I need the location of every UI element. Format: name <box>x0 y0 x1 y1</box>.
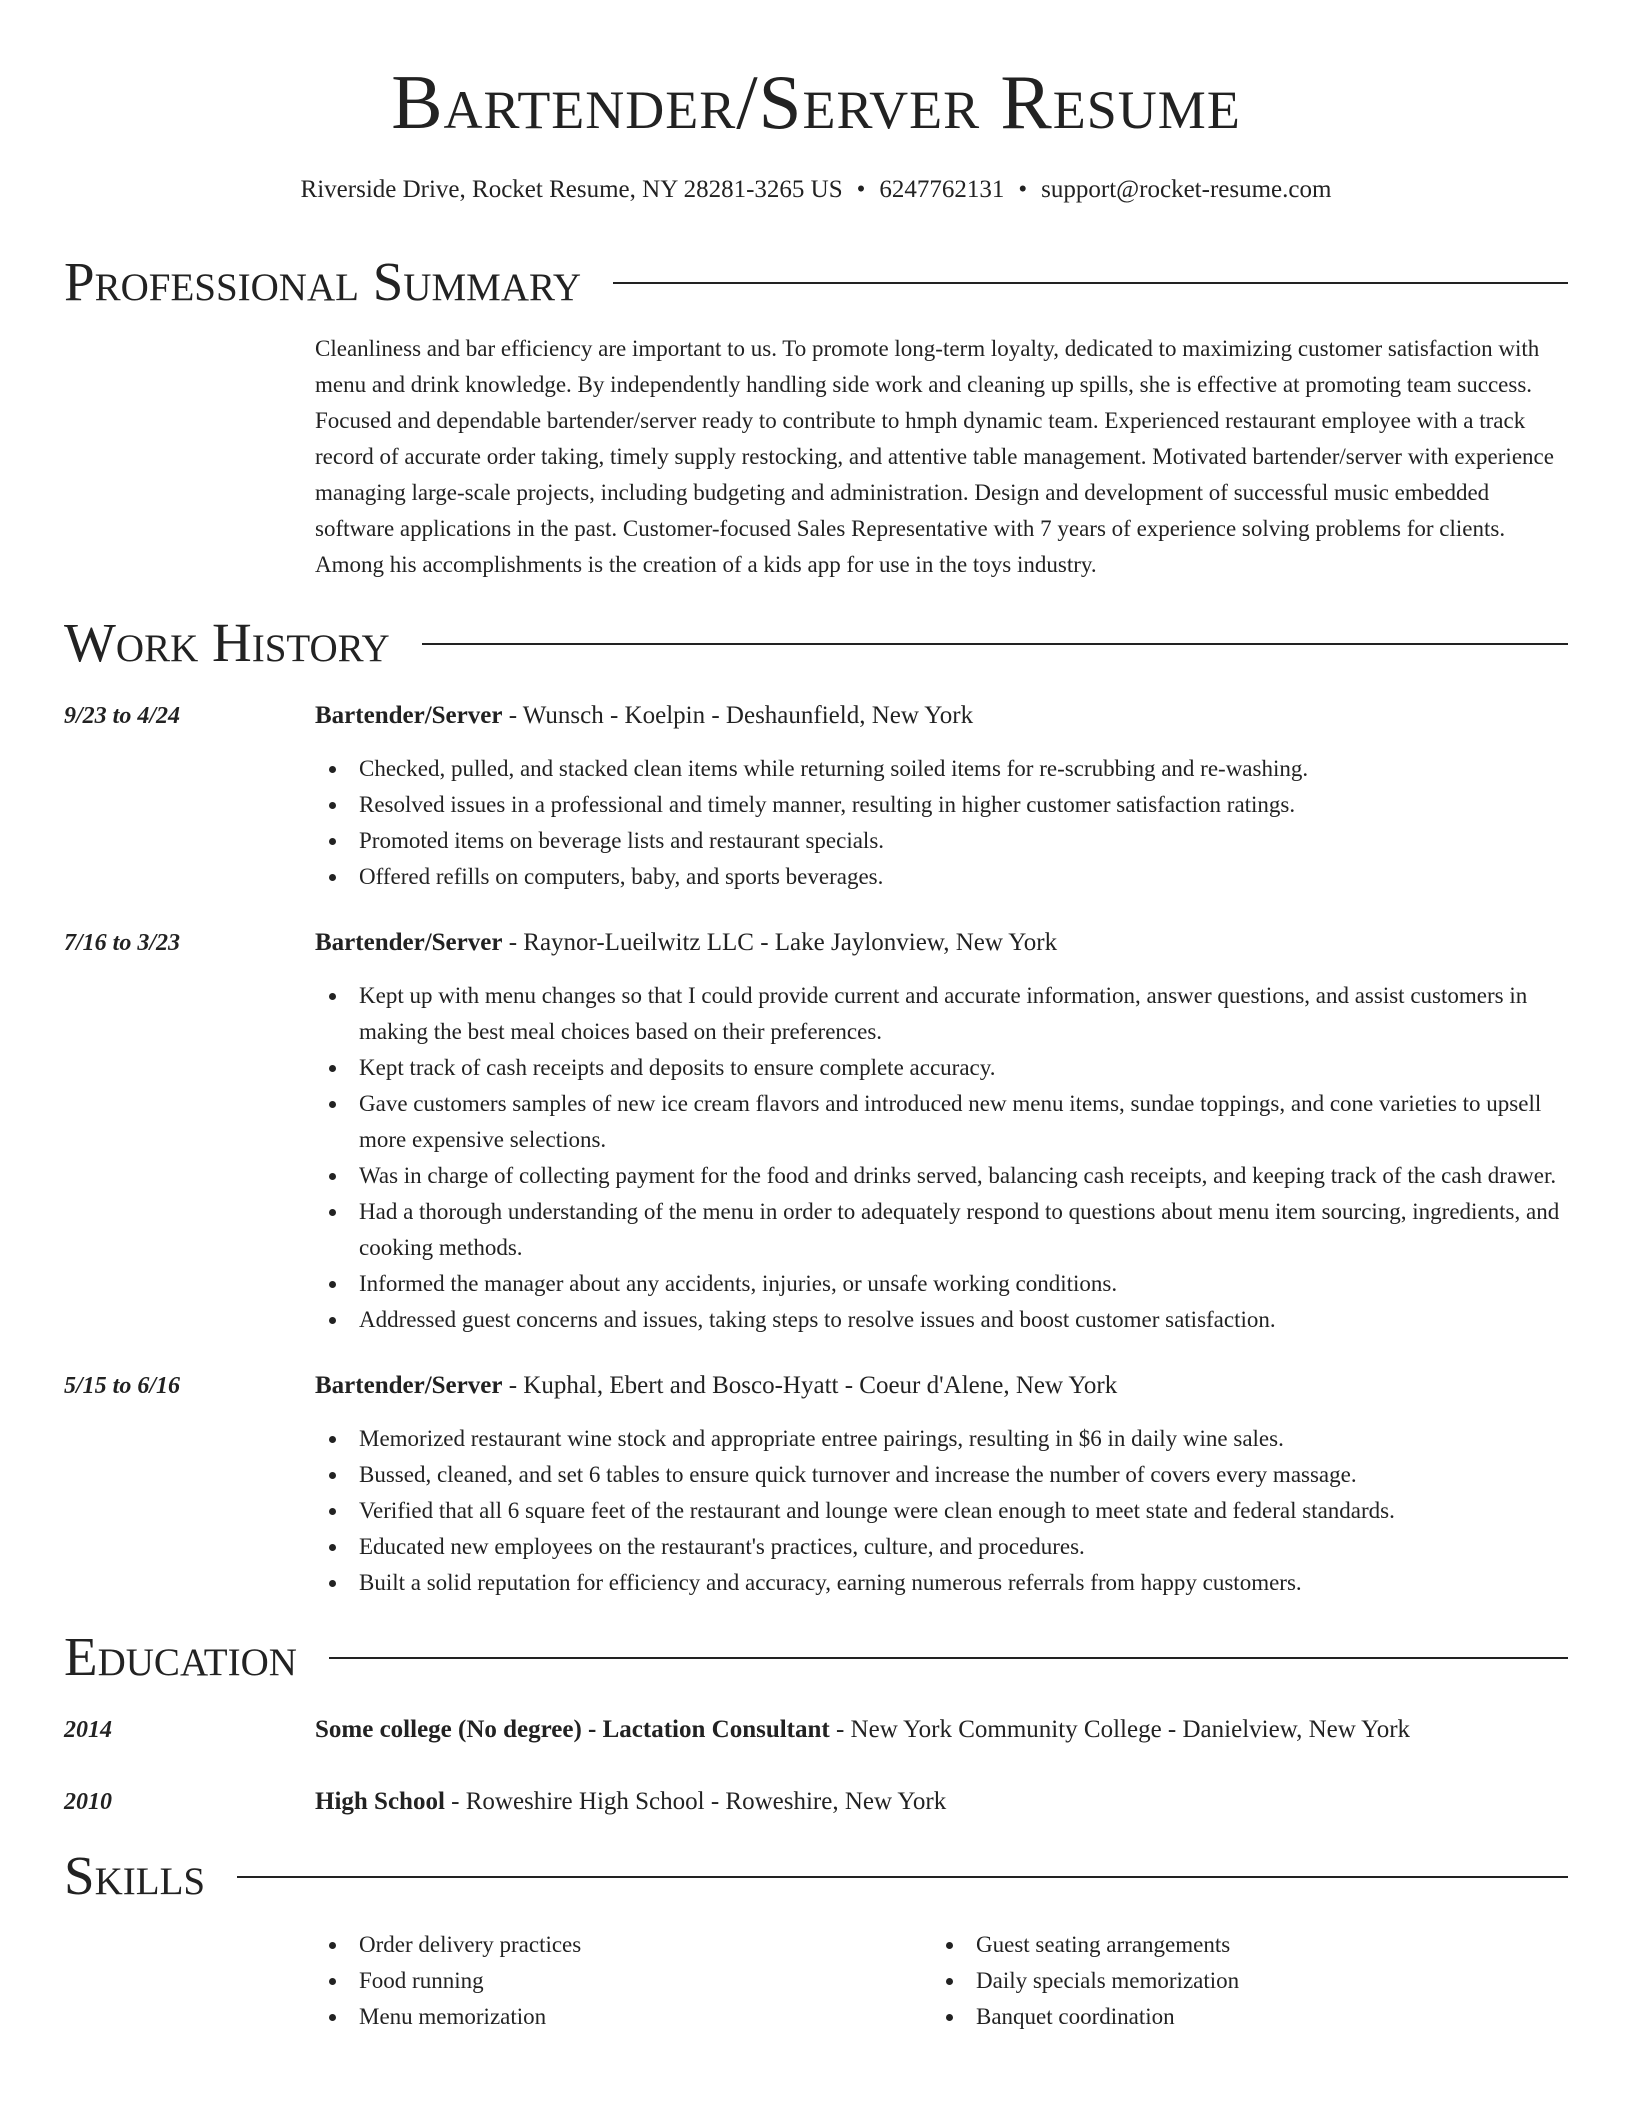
work-dates: 9/23 to 4/24 <box>64 703 181 729</box>
education-line <box>315 1712 1568 1748</box>
list-item: Resolved issues in a professional and timely manner, resulting in higher customer satisfaction ratings. <box>315 787 1568 823</box>
list-item: Addressed guest concerns and issues, taking steps to resolve issues and boost customer satisfaction. <box>315 1302 1568 1338</box>
skills-section-header <box>64 1845 1568 1906</box>
work-section-title: Work History <box>64 612 390 673</box>
job-details: - Raynor-Lueilwitz LLC - Lake Jaylonview, New York <box>502 929 1058 956</box>
summary-section-header <box>64 251 1568 312</box>
job-details: - Kuphal, Ebert and Bosco-Hyatt - Coeur d'Alene, New York <box>502 1372 1118 1399</box>
skill-item: Menu memorization <box>315 1999 932 2035</box>
work-title-line <box>315 1368 1568 1404</box>
education-section-title: Education <box>64 1626 297 1687</box>
education-section-header <box>64 1626 1568 1687</box>
list-item: Educated new employees on the restaurant's practices, culture, and procedures. <box>315 1529 1568 1565</box>
job-title: Bartender/Server <box>315 1372 503 1399</box>
section-divider <box>422 643 1568 645</box>
contact-line <box>64 176 1568 204</box>
list-item: Promoted items on beverage lists and restaurant specials. <box>315 823 1568 859</box>
section-divider <box>237 1876 1568 1878</box>
education-details: - Roweshire High School - Roweshire, New York <box>444 1788 947 1815</box>
resume-page <box>64 0 1568 2035</box>
education-entry <box>64 1712 1568 1748</box>
summary-text: Cleanliness and bar efficiency are important to us. To promote long-term loyalty, dedicated to maximizing customer satisfaction with menu and drink knowledge. By independently handling side work and cleaning up spills, she is effective at promoting team success. Focused and dependable bartender/server ready to contribute to hmph dynamic team. Experienced restaurant employee with a track record of accurate order taking, timely supply restocking, and attentive table management. Motivated bartender/server with experience managing large-scale projects, including budgeting and administration. Design and development of successful music embedded software applications in the past. Customer-focused Sales Representative with 7 years of experience solving problems for clients. Among his accomplishments is the creation of a kids app for use in the toys industry. <box>315 336 1554 577</box>
education-year: 2010 <box>64 1789 112 1815</box>
work-title-line <box>315 925 1568 961</box>
work-entry <box>64 925 1568 1338</box>
education-entry <box>64 1784 1568 1820</box>
education-line <box>315 1784 1568 1820</box>
list-item: Verified that all 6 square feet of the restaurant and lounge were clean enough to meet state and federal standards. <box>315 1493 1568 1529</box>
skills-list <box>315 1927 1568 2035</box>
education-year: 2014 <box>64 1717 112 1743</box>
work-title-line <box>315 698 1568 734</box>
section-divider <box>329 1657 1568 1659</box>
work-dates: 5/15 to 6/16 <box>64 1373 181 1399</box>
contact-separator: • <box>856 176 866 203</box>
list-item: Memorized restaurant wine stock and appropriate entree pairings, resulting in $6 in daily wine sales. <box>315 1421 1568 1457</box>
work-entry-body <box>315 698 1568 895</box>
list-item: Offered refills on computers, baby, and sports beverages. <box>315 859 1568 895</box>
work-entry <box>64 1368 1568 1601</box>
job-title: Bartender/Server <box>315 702 503 729</box>
section-divider <box>613 282 1568 284</box>
job-details: - Wunsch - Koelpin - Deshaunfield, New York <box>502 702 974 729</box>
work-section-header <box>64 612 1568 673</box>
skill-item: Daily specials memorization <box>932 1963 1549 1999</box>
list-item: Kept track of cash receipts and deposits to ensure complete accuracy. <box>315 1050 1568 1086</box>
work-bullets <box>315 978 1568 1338</box>
education-details: - New York Community College - Danielview, New York <box>829 1716 1411 1743</box>
list-item: Kept up with menu changes so that I could provide current and accurate information, answer questions, and assist customers in making the best meal choices based on their preferences. <box>315 978 1568 1050</box>
work-bullets <box>315 751 1568 895</box>
skills-column-left <box>315 1927 932 2035</box>
resume-title: Bartender/Server Resume <box>391 59 1241 145</box>
contact-address: Riverside Drive, Rocket Resume, NY 28281-3265 US <box>300 176 843 203</box>
work-entry-body <box>315 1368 1568 1601</box>
list-item: Informed the manager about any accidents, injuries, or unsafe working conditions. <box>315 1266 1568 1302</box>
list-item: Gave customers samples of new ice cream flavors and introduced new menu items, sundae toppings, and cone varieties to upsell more expensive selections. <box>315 1086 1568 1158</box>
work-bullets <box>315 1421 1568 1601</box>
list-item: Had a thorough understanding of the menu in order to adequately respond to questions about menu item sourcing, ingredients, and cooking methods. <box>315 1194 1568 1266</box>
work-dates: 7/16 to 3/23 <box>64 930 181 956</box>
job-title: Bartender/Server <box>315 929 503 956</box>
skill-item: Food running <box>315 1963 932 1999</box>
skills-column-right <box>932 1927 1549 2035</box>
list-item: Bussed, cleaned, and set 6 tables to ensure quick turnover and increase the number of covers every massage. <box>315 1457 1568 1493</box>
contact-email: support@rocket-resume.com <box>1041 176 1332 203</box>
skill-item: Guest seating arrangements <box>932 1927 1549 1963</box>
work-entry-body <box>315 925 1568 1338</box>
list-item: Built a solid reputation for efficiency and accuracy, earning numerous referrals from happy customers. <box>315 1565 1568 1601</box>
skill-item: Order delivery practices <box>315 1927 932 1963</box>
education-degree: High School <box>315 1788 445 1815</box>
list-item: Checked, pulled, and stacked clean items while returning soiled items for re-scrubbing and re-washing. <box>315 751 1568 787</box>
work-entry <box>64 698 1568 895</box>
summary-section-title: Professional Summary <box>64 251 582 312</box>
education-degree: Some college (No degree) - Lactation Consultant <box>315 1716 830 1743</box>
skills-section-title: Skills <box>64 1845 206 1906</box>
list-item: Was in charge of collecting payment for the food and drinks served, balancing cash receipts, and keeping track of the cash drawer. <box>315 1158 1568 1194</box>
skill-item: Banquet coordination <box>932 1999 1549 2035</box>
contact-phone: 6247762131 <box>879 176 1005 203</box>
contact-separator: • <box>1018 176 1028 203</box>
